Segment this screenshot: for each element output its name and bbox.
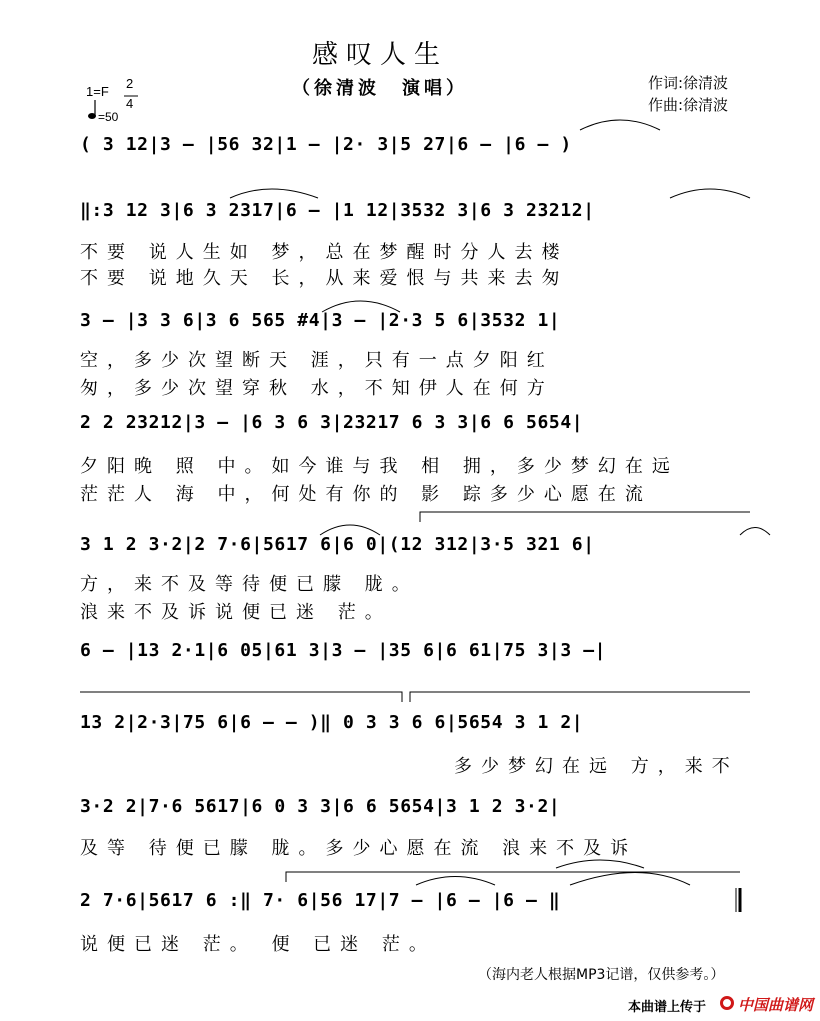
notation-row: 6 – |13 2·1|6 05|61 3|3 – |35 6|6 61|75 3|3 –| [80,640,607,661]
volta-2-bracket [410,692,750,702]
lyric-row: 浪来不及诉说便已迷 茫。 [80,602,392,623]
transcription-note: （海内老人根据MP3记谱，仅供参考。） [478,967,725,983]
notation-row: 13 2|2·3|75 6|6 – – )‖ 0 3 3 6 6|5654 3 1 2| [80,712,584,733]
lyric-row: 说便已迷 茫。 便 已迷 茫。 [80,934,436,955]
lyric-row: 不要 说人生如 梦，总在梦醒时分人去楼 [80,242,569,263]
notation-row: 2 7·6|5617 6 :‖ 7· 6|56 17|7 – |6 – |6 – ‖ [80,890,561,911]
song-title: 感叹人生 [311,40,448,70]
notation-row: ‖:3 12 3|6 3 2317|6 – |1 12|3532 3|6 3 23212| [80,200,595,221]
brand-logo-text[interactable]: 中国曲谱网 [738,996,814,1014]
tempo-marking: =50 [98,110,119,124]
lyric-row: 不要 说地久天 长，从来爱恨与共来去匆 [80,268,569,289]
lyric-row: 方，来不及等待便已朦 胧。 [80,574,419,595]
notation-row: 3 1 2 3·2|2 7·6|5617 6|6 0|(12 312|3·5 321 6| [80,534,595,555]
upload-credit: 本曲谱上传于 [628,1000,707,1015]
notation-row: 3·2 2|7·6 5617|6 0 3 3|6 6 5654|3 1 2 3·2| [80,796,561,817]
volta-3-bracket [286,872,740,882]
composer-credit: 作曲:徐清波 [648,96,729,114]
lyric-row: 多少梦幻在远 方，来不 [454,756,739,777]
lyricist-credit: 作词:徐清波 [648,74,729,92]
lyric-row: 茫茫人 海 中，何处有你的 影 踪多少心愿在流 [80,484,652,505]
time-signature-bottom: 4 [126,96,134,111]
performer-subtitle: （徐清波 演唱） [292,78,468,99]
lyric-row: 匆，多少次望穿秋 水，不知伊人在何方 [80,378,554,399]
key-signature: 1=F [86,84,109,99]
volta-1-bracket [420,512,750,522]
time-signature-top: 2 [126,76,134,91]
lyric-row: 及等 待便已朦 胧。多少心愿在流 浪来不及诉 [80,838,638,859]
notation-row: 3 – |3 3 6|3 6 565 #4|3 – |2·3 5 6|3532 1| [80,310,561,331]
lyric-row: 夕阳晚 照 中。如今谁与我 相 拥，多少梦幻在远 [80,456,679,477]
notation-row: ( 3 12|3 – |56 32|1 – |2· 3|5 27|6 – |6 – ) [80,134,572,155]
lyric-row: 空，多少次望断天 涯，只有一点夕阳红 [80,350,554,371]
notation-row: 2 2 23212|3 – |6 3 6 3|23217 6 3 3|6 6 5654| [80,412,584,433]
brand-logo-icon [720,996,734,1010]
